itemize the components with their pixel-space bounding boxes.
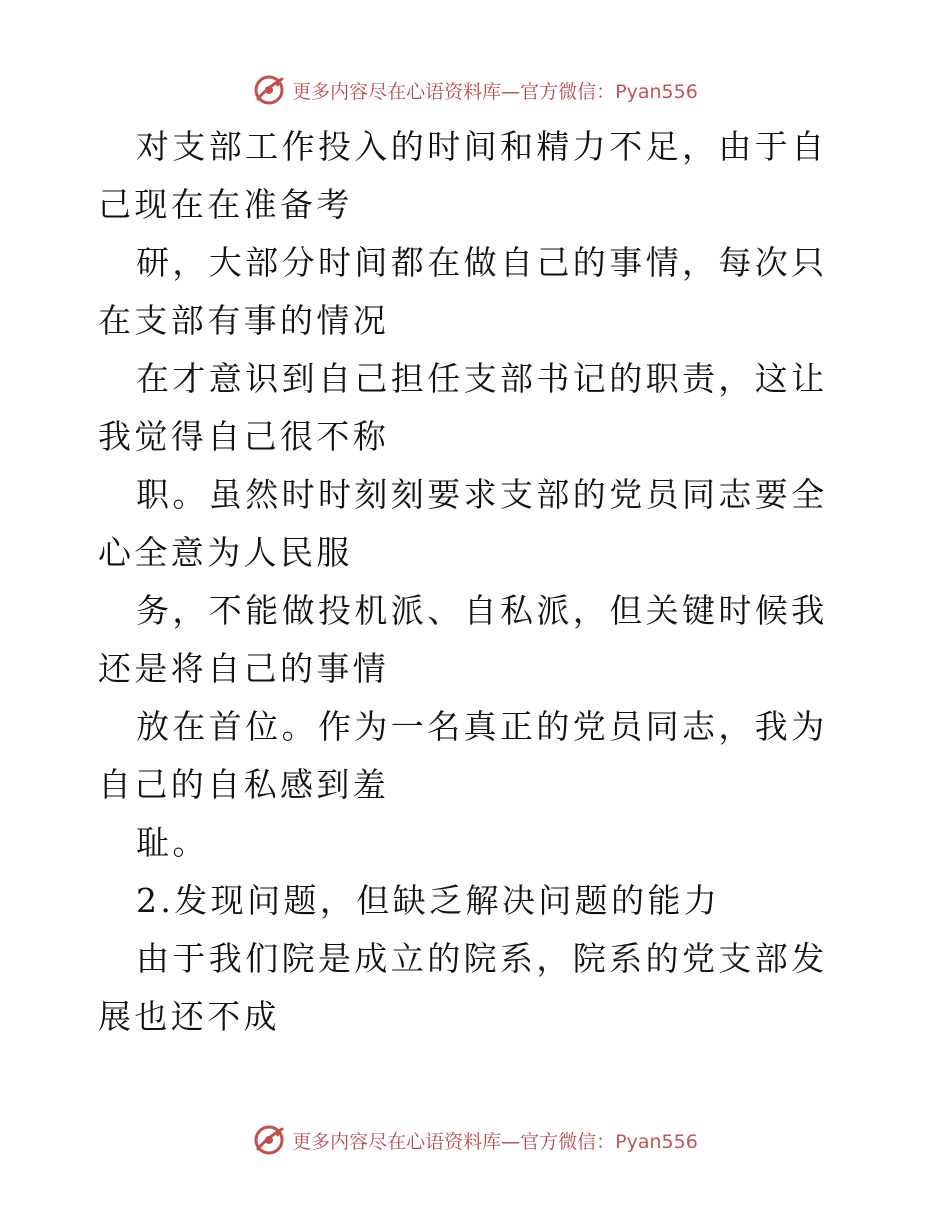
paragraph: 耻。 xyxy=(136,823,209,862)
watermark-text: 更多内容尽在心语资料库—官方微信：Pyan556 xyxy=(292,80,698,103)
paragraph: 放在首位。作为一名真正的党员同志，我为自己的自私感到羞 xyxy=(98,707,828,804)
watermark-text: 更多内容尽在心语资料库—官方微信：Pyan556 xyxy=(292,1130,698,1153)
quill-swirl-logo-icon xyxy=(252,73,286,107)
document-body xyxy=(98,118,858,1046)
quill-swirl-logo-icon xyxy=(252,1123,286,1157)
section-heading: 2.发现问题，但缺乏解决问题的能力 xyxy=(136,881,721,920)
header-watermark xyxy=(0,70,950,110)
paragraph: 务，不能做投机派、自私派，但关键时候我还是将自己的事情 xyxy=(98,591,828,688)
paragraph: 研，大部分时间都在做自己的事情，每次只在支部有事的情况 xyxy=(98,243,828,340)
paragraph: 职。虽然时时刻刻要求支部的党员同志要全心全意为人民服 xyxy=(98,475,828,572)
paragraph: 由于我们院是成立的院系，院系的党支部发展也还不成 xyxy=(98,939,828,1036)
watermark-wechat-id: Pyan556 xyxy=(615,80,698,103)
paragraph: 对支部工作投入的时间和精力不足，由于自己现在在准备考 xyxy=(98,127,828,224)
footer-watermark xyxy=(0,1120,950,1160)
watermark-wechat-id: Pyan556 xyxy=(615,1130,698,1153)
paragraph: 在才意识到自己担任支部书记的职责，这让我觉得自己很不称 xyxy=(98,359,828,456)
